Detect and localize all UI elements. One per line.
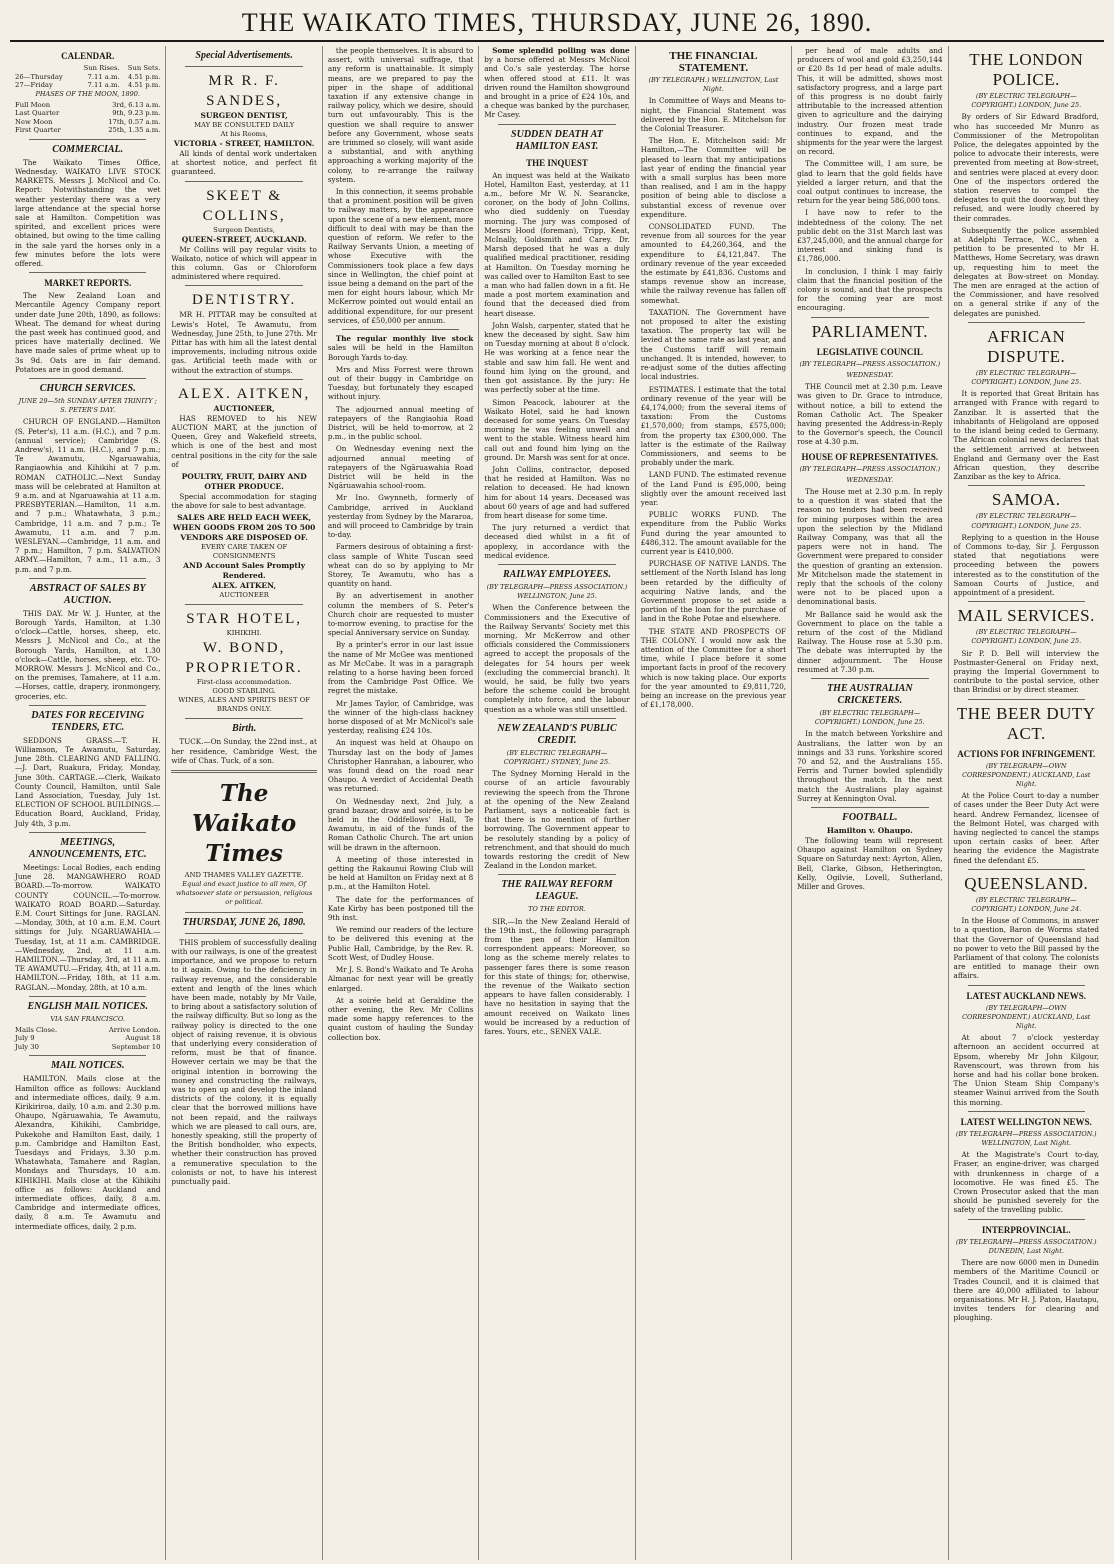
newspaper-logo: The Waikato Times (191, 780, 297, 868)
every-care: EVERY CARE TAKEN OF CONSIGNMENTS (201, 543, 288, 561)
london-police-text: Subsequently the police assembled at Adelphi Terrace, W.C., when a petition to be presented to Mr H. Matthews, Home Secretary, was drawn up, requesting him to meet the delegates at Bow-street on Monday. The men are enraged at the action of the Commissioner, and have resolved on a general strike if any of the delegates are punished. (953, 225, 1099, 318)
mail-heading: MAIL NOTICES. (50, 1060, 125, 1072)
latest-auckland-sub: (BY TELEGRAPH—OWN CORRESPONDENT.) AUCKLAND, Last Night. (962, 1003, 1091, 1031)
interprovincial-sub: (BY TELEGRAPH—PRESS ASSOCIATION.) DUNEDIN, Last Night. (955, 1237, 1097, 1255)
inquest-text: Simon Peacock, labourer at the Waikato Hotel, said he had known deceased for some years. On Tuesday morning he was feeling unwell and went to the stable. Witness heard him call out and found him lying on the ground. Dr. Marsh was sent for at once. (484, 397, 630, 462)
latest-wellington-text: At the Magistrate's Court to-day, Fraser, an engine-driver, was charged with drunkenness in charge of a locomotive. He was fined £5. The Crown Prosecutor asked that the man should be punished severely for the safety of the travelling public. (953, 1150, 1099, 1215)
interprovincial-heading: INTERPROVINCIAL. (981, 1224, 1071, 1235)
aitken-name: ALEX. AITKEN, (178, 385, 311, 402)
divider (171, 770, 316, 773)
divider (29, 1055, 146, 1056)
sandes-line: At his Rooms, (220, 130, 268, 138)
house-text: Mr Ballance said he would ask the Government to place on the table a return of the cost of the Midland Railway. The House rose at 5.30 p.m. The debate was interrupted by the dinner adjournment. The House resumed at 7.30 p.m. (797, 609, 943, 674)
financial-text: TAXATION. The Government have not proposed to alter the existing taxation. The property tax will be levied at the same rate as last year, and the Customs tariff will remain unchanged. It is intended, however, to re-adjust some of the duties affecting local industries. (640, 307, 787, 382)
divider (185, 285, 302, 286)
queensland-heading: QUEENSLAND. (964, 873, 1089, 893)
moon-heading: PHASES OF THE MOON, 1890. (35, 89, 140, 98)
financial-text: PURCHASE OF NATIVE LANDS. The settlement of the North Island has long been retarded by the difficulty of acquiring Native lands, and the Government propose to set aside a portion of the loan for the purchase of land in the Rohe Potae and elsewhere. (640, 559, 787, 624)
house-sub: (BY TELEGRAPH—PRESS ASSOCIATION.) (799, 464, 941, 473)
samoa-text: Replying to a question in the House of Commons to-day, Sir J. Fergusson stated that negotiations were proceeding between the powers interested as to the constitution of the Samoan Courts of Justice, and appointment of a president. (953, 532, 1099, 597)
financial-continued: I have now to refer to the indebtedness of the colony. The net public debt on the 31st March last was £37,245,000, and the annual charge for interest and sinking fund is £1,786,000. (797, 208, 943, 264)
church-sub: JUNE 29—5th SUNDAY AFTER TRINITY ; S. PETER'S DAY. (18, 396, 157, 415)
divider (811, 678, 928, 679)
skeet-address: QUEEN-STREET, AUCKLAND. (181, 234, 307, 244)
latest-auckland-text: At about 7 o'clock yesterday afternoon an accident occurred at Epsom, whereby Mr John Kilgour, Ravenscourt, was thrown from his horse and had his collar bone broken. The Union Steam Ship Company's steamer Wainui arrived from the South this morning. (953, 1033, 1099, 1107)
local-note: Mrs and Miss Forrest were thrown out of their buggy in Cambridge on Tuesday, but fortunately they escaped without injury. (327, 364, 474, 402)
skeet-name: SKEET & COLLINS, (202, 187, 286, 224)
table-row: July 30 September 10 (15, 1042, 161, 1051)
bond-accommodation: First-class accommodation. (196, 678, 292, 687)
sandes-body: All kinds of dental work undertaken at shortest notice, and perfect fit guaranteed. (171, 149, 317, 177)
skeet-title: Surgeon Dentists, (213, 225, 276, 234)
sandes-name: MR R. F. SANDES, (206, 73, 283, 109)
local-note: The date for the performances of Kate Kirby has been postponed till the 9th inst. (327, 894, 474, 923)
aitken-note: Special accommodation for staging the above for sale to best advantage. (171, 492, 317, 511)
sandes-line: MAY BE CONSULTED DAILY (194, 121, 295, 129)
inquest-text: John Collins, contractor, deposed that he resided at Hamilton. Was no relation to deceased. He had known him for about 14 years. Deceased was about 60 years of age and had suffered from heart disease for some time. (484, 464, 630, 520)
divider (968, 601, 1085, 602)
divider (185, 66, 302, 67)
market-heading: MARKET REPORTS. (44, 278, 132, 289)
dateline: THURSDAY, JUNE 26, 1890. (182, 916, 306, 928)
beer-duty-text: At the Police Court to-day a number of cases under the Beer Duty Act were heard. Andrew Fernandez, licensee of the Belmont Hotel, was charged with having neglected to cancel the stamps upon certain casks of beer. After hearing the evidence the Magistrate fined the defendant £5. (953, 791, 1099, 865)
football-text: The following team will represent Ohaupo against Hamilton on Sydney Square on Saturday next: Ayrton, Allen, Bell, Clarke, Gibson, Hetherington, Kelly, Ogilvie, Lovell, Sutherland, Miller and Groves. (797, 836, 943, 892)
divider (29, 705, 146, 706)
table-row: 27—Friday 7.11 a.m. 4.51 p.m. (15, 81, 161, 89)
sandes-address: VICTORIA - STREET, HAMILTON. (173, 139, 315, 148)
divider (968, 1219, 1085, 1220)
house-text: The House met at 2.30 p.m. In reply to a question it was stated that the reason no tenders had been received for mining purposes within the area upon the selection by the Midland Railway Company, was that all the papers were not in hand. The Government were prepared to consider the question of granting an extension. Mr Mitchelson made the statement in reply that the schools of the colony were not to be placed upon a denominational basis. (797, 486, 943, 607)
divider (185, 379, 302, 380)
reform-league-text: SIR,—In the New Zealand Herald of the 19th inst., the following paragraph from the pen of their Hamilton correspondent appears: Moreover, so long as the scheme merely relates to passenger fares there is some reason for this state of things; for, otherwise, the revenue of the Waikato section appears to have fallen considerably. I have no hesitation in saying that the amount received on Waikato lines would be increased by a reduction of fares. Yours, etc., SENEX VALE. (484, 916, 630, 1037)
local-note: Farmers desirous of obtaining a first-class sample of White Tuscan seed wheat can do so by applying to Mr Storey, Te Awamutu, who has a quantity on hand. (327, 542, 474, 589)
local-note: Mr Ino. Gwynneth, formerly of Cambridge, arrived in Auckland yesterday from Sydney by the Mararoa, and will proceed to Cambridge by train to-day. (327, 493, 474, 540)
financial-intro: In Committee of Ways and Means to-night, the Financial Statement was delivered by the Hon. E. Mitchelson for the Colonial Treasurer. (640, 96, 787, 134)
column-5 (636, 46, 792, 1560)
market-text: The New Zealand Loan and Mercantile Agency Company report under date June 20th, 1890, as follows: Wheat. The demand for wheat during the past week has continued good, and prices have materially declined. We have made sales of prime wheat up to 3s 9d. Oats are in fair demand. Potatoes are in good demand. (15, 291, 161, 374)
public-credit-sub: (BY ELECTRIC TELEGRAPH—COPYRIGHT.) SYDNEY, June 25. (503, 748, 611, 766)
council-day: WEDNESDAY. (846, 370, 894, 379)
local-note: By a printer's error in our last issue the name of Mr McGee was mentioned as Mr McCabe. It was in a paragraph relating to a horse having been forced from the Cambridge Post Office. We regret the mistake. (327, 640, 474, 696)
reform-league-sub: TO THE EDITOR. (528, 905, 586, 914)
financial-text: LAND FUND. The estimated revenue of the Land Fund is £95,000, being slightly over the amount received last year. (640, 470, 787, 507)
motto: Equal and exact justice to all men, Of whatsoever state or persuasion, religious or political. (175, 880, 313, 907)
bond-wines: WINES, ALES AND SPIRITS BEST OF BRANDS ONLY. (178, 696, 310, 714)
divider (498, 718, 615, 719)
african-dispute-text: It is reported that Great Britain has arranged with France with regard to Zanzibar. It is asserted that the inhabitants of Heligoland are opposed to the island being ceded to Germany. The African colonial news declares that the settlement arrived at between England and Germany over the East African question, they describe Zanzibar as the key to Africa. (953, 389, 1099, 482)
london-police-sub: (BY ELECTRIC TELEGRAPH—COPYRIGHT.) LONDON, June 25. (971, 92, 1082, 110)
local-note: We remind our readers of the lecture to be delivered this evening at the Public Hall, Cambridge, by the Rev. R. Scott West, of Dudley House. (327, 925, 474, 962)
aitken-sign: ALEX. AITKEN, (212, 581, 277, 591)
cricketers-heading: THE AUSTRALIAN CRICKETERS. (827, 682, 913, 706)
column-6 (792, 46, 948, 1560)
beer-duty-subheading: ACTIONS FOR INFRINGEMENT. (957, 748, 1096, 759)
financial-continued: In conclusion, I think I may fairly claim that the financial position of the colony is sound, and that the prospects for the coming year are most encouraging. (797, 266, 943, 313)
masthead: THE WAIKATO TIMES, THURSDAY, JUNE 26, 1890. (10, 6, 1104, 42)
football-match: Hamilton v. Ohaupo. (826, 826, 913, 836)
bond-name: W. BOND, PROPRIETOR. (185, 640, 303, 677)
divider (29, 832, 146, 833)
skeet-body: Mr Collins will pay regular visits to Waikato, notice of which will appear in this column. Gas or Chloroform administered where required. (171, 244, 317, 282)
beer-duty-sub: (BY TELEGRAPH—OWN CORRESPONDENT.) AUCKLAND, Last Night. (962, 761, 1091, 788)
commercial-heading: COMMERCIAL. (52, 143, 124, 155)
church-text: CHURCH OF ENGLAND.—Hamilton (S. Peter's), 11 a.m. (H.C.), and 7 p.m. (annual service); Cambridge (S. Andrew's), 11 a.m. (H.C.), and 7 p.m.; Te Awamutu, Ngaruawahia, Rangiaowhia and Kihikihi at 7 p.m. ROMAN CATHOLIC.—Next Sunday mass will be celebrated at Hamilton at 9 a.m. and at Ngaruawahia at 11 a.m. PRESBYTERIAN.—Hamilton, 11 a.m. and 7 p.m.; Whatawhata, 3 p.m.; Cambridge, 11 a.m. and 7 p.m.; Te Awamutu, 11 a.m. and 7 p.m. WESLEYAN.—Cambridge, 11 a.m. and 7 p.m.; Hamilton, 7 p.m. SALVATION ARMY.—Hamilton, 7 a.m., 11 a.m., 3 p.m. and 7 p.m. (15, 417, 161, 574)
council-sub: (BY TELEGRAPH—PRESS ASSOCIATION.) (799, 359, 941, 368)
divider (29, 378, 146, 379)
divider (29, 996, 146, 997)
english-mail-table: Mails Close. Arrive London. July 9 August 18 July 30 September 10 (15, 1025, 161, 1051)
divider (811, 317, 928, 318)
local-note: The adjourned annual meeting of ratepayers of the Rangiaohia Road District, will be held to-morrow, at 2 p.m., in the public school. (327, 404, 474, 442)
london-police-text: By orders of Sir Edward Bradford, who has succeeded Mr Munro as Commissioner of the Metropolitan Police, the delegates appointed by the police to advocate their interests, were prevented from meeting at Bow-street, and sentries were placed at every door. One of the inspectors ordered the station reserves to compel the delegates to quit the doorway, but they refused, and were loudly cheered by their comrades. (953, 112, 1099, 223)
table-row: July 9 August 18 (15, 1034, 161, 1043)
financial-continued: The Committee will, I am sure, be glad to learn that the gold fields have yielded a larger return, and that the coal output continues to increase, the return for the year being 586,000 tons. (797, 159, 943, 206)
table-row: New Moon 17th, 0.57 a.m. (15, 117, 161, 126)
queensland-text: In the House of Commons, in answer to a question, Baron de Worms stated that the Governor of Queensland had no power to veto the Bill passed by the Parliament of that colony. The colonists are entitled to manage their own affairs. (953, 916, 1099, 981)
aitken-body: HAS REMOVED to his NEW AUCTION MART, at the junction of Queen, Grey and Wakefield streets, which is one of the best and most central positions in the city for the sale of (171, 413, 317, 469)
column-7 (949, 46, 1104, 1560)
aitken-items: POULTRY, FRUIT, DAIRY AND OTHER PRODUCE. (181, 472, 307, 492)
divider (968, 485, 1085, 486)
african-dispute-sub: (BY ELECTRIC TELEGRAPH—COPYRIGHT.) LONDON, June 25. (971, 368, 1082, 387)
editorial-continued: the people themselves. It is absurd to assert, with universal suffrage, that any reform is unattainable. It simply means, are we prepared to pay the piper in the shape of additional taxation if any extensive change in railway policy, which we desire, should turn out unfavourably. This is the question we shall require to answer before any Government, whose seats are trimmed so closely, will want aside a substantial, and with anything approaching a working majority of the colony, to re-arrange the railway system. (327, 46, 474, 184)
tenders-heading: DATES FOR RECEIVING TENDERS, ETC. (31, 709, 145, 733)
divider (968, 869, 1085, 870)
council-heading: LEGISLATIVE COUNCIL (816, 346, 923, 357)
african-dispute-heading: AFRICAN DISPUTE. (987, 326, 1066, 366)
divider (29, 272, 146, 273)
beer-duty-heading: THE BEER DUTY ACT. (956, 703, 1096, 743)
dentistry-heading: DENTISTRY. (191, 292, 297, 309)
logo-subtitle: AND THAMES VALLEY GAZETTE. (184, 871, 304, 880)
financial-continued: per head of male adults and producers of wool and gold £3,250,144 or £20 8s 1d per head of male adults. This, it will be admitted, shows most satisfactory progress, and a large part of this progress is no doubt fairly attributable to the increased attention given to agriculture and the dairying industry. Our frozen meat trade continues to expand, and the shipments for the year were the largest on record. (797, 46, 943, 157)
divider (185, 604, 302, 605)
cricketers-text: In the match between Yorkshire and Australians, the latter won by an innings and 33 runs. Yorkshire scored 70 and 52, and the Australians 155. Ferris and Turner bowled splendidly throughout the match. In the next match the Australians play against Surrey at Kennington Oval. (797, 729, 943, 803)
column-4 (479, 46, 635, 1560)
local-note: A meeting of those interested in getting the Rakaunui Rowing Club will be held at Hamilton on Friday next at 8 p.m., at the Hamilton Hotel. (327, 854, 474, 892)
inquest-heading: THE INQUEST (526, 157, 588, 168)
column-3 (323, 46, 479, 1560)
samoa-sub: (BY ELECTRIC TELEGRAPH—COPYRIGHT.) LONDON, June 25. (971, 512, 1082, 530)
divider (498, 124, 615, 125)
council-text: THE Council met at 2.30 p.m. Leave was given to Dr. Grace to introduce, without notice, a bill to extend the Roman Catholic Act. The Speaker having presented the Address-in-Reply to the Governor's speech, the Council rose at 4.30 p.m. (797, 382, 943, 447)
financial-statement-heading: THE FINANCIAL STATEMENT. (669, 50, 758, 74)
mail-services-heading: MAIL SERVICES. (957, 606, 1095, 626)
editorial-text: THIS problem of successfully dealing with our railways, is one of the greatest importance, and we propose to return to it again. Owing to the deficiency in railway revenue, and the considerable extent and length of the lines which have been made, notably by Mr Vaile, to bring about a satisfactory solution of the railway difficulty. But so long as the railway policy is directed to the one object of raising revenue, it is obvious that underlying every consideration of reform, must be that of finance. However certain we may be that the original intention in borrowing the money and constructing the railways, was to open up and develop the inland districts of the colony, it is equally clear that the borrowed millions have not been repaid, and the railways which we are pleased to call ours, are, honestly speaking, still the property of the British bondholder, who expects, whether their construction has proved a remunerative speculation to the colonists or not, to have his interest punctually paid. (171, 937, 317, 1186)
sandes-title: SURGEON DENTIST, (200, 111, 288, 120)
reform-league-heading: THE RAILWAY REFORM LEAGUE. (501, 879, 613, 903)
divider (342, 329, 459, 330)
moon-table (15, 101, 160, 135)
divider (811, 807, 928, 808)
english-mail-sub: VIA SAN FRANCISCO. (50, 1014, 126, 1023)
birth-heading: Birth. (232, 723, 257, 735)
english-mail-heading: ENGLISH MAIL NOTICES. (27, 1000, 148, 1012)
local-note: Mr J. S. Bond's Waikato and Te Aroha Almanac for next year will be greatly enlarged. (327, 965, 474, 993)
divider (185, 933, 302, 934)
cricketers-sub: (BY ELECTRIC TELEGRAPH—COPYRIGHT.) LONDON, June 25. (814, 708, 925, 727)
local-note: At a soirée held at Geraldine the other evening, the Rev. Mr Collins made some happy references to the quaint custom of hauling the Sunday collection box. (327, 995, 474, 1042)
house-heading: HOUSE OF REPRESENTATIVES. (801, 451, 939, 462)
latest-auckland-heading: LATEST AUCKLAND NEWS. (966, 990, 1086, 1001)
local-lead: The regular monthly live stock (335, 334, 474, 344)
sudden-death-heading: SUDDEN DEATH AT HAMILTON EAST. (511, 128, 603, 152)
commercial-text: The Waikato Times Office, Wednesday. WAIKATO LIVE STOCK MARKETS. Messrs J. McNicol and Co. Report: Notwithstanding the wet weather yesterday there was a very large attendance at the special horse sale at Hamilton. Competition was spirited, and excellent prices were obtained, but owing to the time calling in the sale yard the horses only in a few minutes before the lots were offered. (15, 157, 161, 268)
financial-statement-sub: (BY TELEGRAPH.) WELLINGTON, Last Night. (648, 76, 779, 94)
local-note: By an advertisement in another column the members of S. Peter's Church choir are requested to muster to-morrow evening, to practise for the special Anniversary service on Sunday. (327, 591, 474, 638)
table-row: Full Moon 3rd, 6.13 a.m. (15, 100, 161, 109)
mail-services-text: Sir P. D. Bell will interview the Postmaster-General on Friday next, praying the Imperial Government to contribute to the postal service, other than Brindisi or by direct steamer. (953, 648, 1099, 695)
inquest-text: An inquest was held at the Waikato Hotel, Hamilton East, yesterday, at 11 a.m., before Mr W. N. Searancke, coroner, on the body of John Collins, who died suddenly on Tuesday morning. The jury was composed of Messrs Hood (foreman), Tripp, Keat, McInally, Goldsmith and Carey. Dr. Marsh deposed that he was a duly qualified medical practitioner, residing at Hamilton. On Tuesday morning he was called over to Hamilton East to see a man who had fallen down in a fit. He made a post mortem examination and found that the deceased died from heart disease. (484, 170, 630, 318)
divider (968, 1111, 1085, 1112)
divider (498, 564, 615, 565)
sales-held: SALES ARE HELD EACH WEEK, WHEN GOODS FROM 20S TO 500 VENDORS ARE DISPOSED OF. (172, 513, 316, 543)
inquest-verdict: The jury returned a verdict that deceased died whilst in a fit of apoplexy, in accordance with the medical evidence. (484, 523, 630, 560)
calendar-col-set: Sun Sets. (127, 64, 161, 72)
table-row: Last Quarter 9th, 9.23 p.m. (15, 109, 161, 118)
bond-stabling: GOOD STABLING. (212, 687, 276, 696)
aitken-sign-title: AUCTIONEER (219, 591, 269, 600)
divider (29, 578, 146, 579)
columns (10, 46, 1104, 1560)
polling-text: by a horse offered at Messrs McNicol and Co.'s sale yesterday. The horse when offered stood at £11. It was driven round the Hamilton showground and brought in a price of £24 10s, and a cheque was banked by the purchaser, Mr Casey. (484, 55, 630, 120)
financial-text: ESTIMATES. I estimate that the total ordinary revenue of the year will be £4,174,000; from the several items of taxation: From the Customs £1,570,000; from stamps, £575,000; from the property tax £300,000. The latter is the estimate of the Railway Commissioners, and seems to be probably under the mark. (640, 384, 787, 468)
aitken-title: AUCTIONEER, (213, 403, 275, 413)
sales-heading: ABSTRACT OF SALES BY AUCTION. (29, 582, 146, 606)
public-credit-text: The Sydney Morning Herald in the course of an article favourably reviewing the speech from the Throne at the opening of the New Zealand Parliament, says a noticeable fact is that there is no mention of further borrowing. The Government appear to be resolutely standing by a policy of retrenchment, and that should do much towards restoring the credit of New Zealand in the London market. (484, 769, 630, 871)
divider (185, 181, 302, 182)
tenders-text: SEDDONS GRASS.—T. H. Williamson, Te Awamutu, Saturday, June 28th. CLEARING AND FALLING.—J. Dart, Ruakura, Friday, Monday, June 30th. CARTAGE.—Clerk, Waikato County Council, Hamilton, until Sale Land Association, Tuesday, July 1st. ELECTION OF SCHOOL BUILDINGS.—Education Board, Auckland, Friday, July 4th, 3 p.m. (15, 735, 161, 828)
column-1 (10, 46, 166, 1560)
railway-employees-sub: (BY TELEGRAPH—PRESS ASSOCIATION.) WELLINGTON, June 25. (486, 582, 628, 601)
divider (968, 985, 1085, 986)
parliament-heading: PARLIAMENT. (811, 321, 929, 341)
inquest-text: John Walsh, carpenter, stated that he knew the deceased by sight. Saw him on Tuesday morning at about 8 o'clock. He was working at a fence near the stable and saw him fall. He went and found him lying on the ground, and then got assistance. By the jury: He was perfectly sober at the time. (484, 320, 630, 395)
railway-employees-heading: RAILWAY EMPLOYEES. (502, 568, 611, 580)
column-2 (166, 46, 322, 1560)
divider (29, 139, 146, 140)
football-heading: FOOTBALL. (842, 812, 898, 824)
interprovincial-text: There are now 6000 men in Dunedin members of the Maritime Council or Trades Council, and it is claimed that there are 40,000 affiliated to labour organisations. Mr H. J. Paton, Hautapu, invites tenders for clearing and ploughing. (953, 1258, 1099, 1323)
meetings-heading: MEETINGS, ANNOUNCEMENTS, ETC. (28, 836, 147, 860)
london-police-heading: THE LONDON POLICE. (969, 50, 1084, 89)
mail-text: HAMILTON. Mails close at the Hamilton office as follows: Auckland and intermediate offices, daily, 9 a.m. Kirikiriroa, daily, 10 a.m. and 2.30 p.m. Ohaupo, Ngāruawahia, Te Awamutu, Alexandra, Kihikihi, Cambridge, Pukekohe and Hamilton East, daily, 1 p.m. Cambridge and Hamilton East, Tuesdays and Fridays, 3.30 p.m. Whatawhata, Tamahere and Raglan, Mondays and Thursdays, 10 a.m. KIHIKIHI. Mails close at the Kihikihi office as follows: Auckland and intermediate offices, daily, 8 a.m. Cambridge and intermediate offices, daily, 8 a.m. Te Awamutu and intermediate offices, daily, 2 p.m. (15, 1074, 161, 1231)
local-note: sales will be held in the Hamilton Borough Yards to-day. (327, 343, 474, 362)
account-sales: AND Account Sales Promptly Rendered. (183, 561, 306, 581)
divider (968, 699, 1085, 700)
local-note: Mr James Taylor, of Cambridge, was the winner of the high-class hackney horse disposed of at Mr McNicol's sale yesterday, realising £24 10s. (327, 698, 474, 736)
latest-wellington-heading: LATEST WELLINGTON NEWS. (960, 1116, 1092, 1127)
financial-text: PUBLIC WORKS FUND. The expenditure from the Public Works Fund during the year amounted to £486,312. The amount available for the current year is £410,000. (640, 510, 787, 556)
star-hotel-name: STAR HOTEL, (186, 611, 303, 628)
divider (185, 718, 302, 719)
public-credit-heading: NEW ZEALAND'S PUBLIC CREDIT. (497, 722, 617, 746)
special-ads-heading: Special Advertisements. (195, 50, 293, 61)
church-heading: CHURCH SERVICES. (39, 382, 136, 394)
financial-text: THE STATE AND PROSPECTS OF THE COLONY. I would now ask the attention of the Committee for a short time, while I place before it some important facts in proof of the recovery which is now taking place. Our exports for the year amounted to £9,811,720, being an increase on the previous year of £1,178,000. (640, 626, 787, 710)
local-note: An inquest was held at Ohaupo on Thursday last on the body of James Christopher Hanrahan, a labourer, who was found dead on the road near Ohaupo. A verdict of Accidental Death was returned. (327, 738, 474, 794)
financial-text: CONSOLIDATED FUND. The revenue from all sources for the year amounted to £4,260,364, and the expenditure to £4,121,847. The ordinary revenue of the year exceeded the estimate by £41,836. Customs and stamps revenue show an increase, while the railway revenue has fallen off somewhat. (640, 222, 787, 305)
meetings-text: Meetings: Local Bodies, each ending June 28. MANGAWHERO ROAD BOARD.—To-morrow. WAIKATO COUNTY COUNCIL.—To-morrow. WAIKATO ROAD BOARD.—Saturday. E.M. Court Sittings for June. RAGLAN.—Monday, 30th, at 10 a.m. E.M. Court sittings for July. NGARUAWAHIA.—Tuesday, 1st, at 11 a.m. CAMBRIDGE.—Wednesday, 2nd, at 11 a.m. HAMILTON.—Thursday, 3rd, at 11 a.m. TE AWAMUTU.—Friday, 4th, at 11 a.m. HAMILTON.—Friday, 18th, at 11 a.m. RAGLAN.—Monday, 28th, at 10 a.m. (15, 862, 161, 992)
samoa-heading: SAMOA. (991, 490, 1061, 510)
divider (968, 322, 1085, 323)
dentistry-body: MR H. PITTAR may be consulted at Lewis's Hotel, Te Awamutu, from Wednesday, June 25th, to June 27th. Mr Pittar has with him all the latest dental improvements, including nitrous oxide gas. Artificial teeth made with or without the extraction of stumps. (171, 310, 317, 375)
calendar-table (15, 64, 160, 90)
table-row: First Quarter 25th, 1.35 a.m. (15, 126, 161, 135)
calendar-heading: CALENDAR. (61, 51, 115, 61)
sales-text: THIS DAY. Mr W. J. Hunter, at the Borough Yards, Hamilton, at 1.30 o'clock—Cattle, horses, sheep, etc. Messrs J. McNicol and Co., at the Borough Yards, Hamilton, at 1.30 o'clock—Cattle, horses, sheep, etc. TO-MORROW. Messrs J. McNicol and Co., on the premises, Tamahere, at 11 a.m.—Horses, cattle, drapery, ironmongery, groceries, etc. (15, 608, 161, 701)
local-note: On Wednesday evening next the adjourned annual meeting of ratepayers of the Ngāruawahia Road District will be held in the Ngāruawahia school-room. (327, 444, 474, 491)
table-row: 26—Thursday 7.11 a.m. 4.51 p.m. (15, 72, 161, 81)
editorial-reform: In this connection, it seems probable that a prominent position will be given to railway matters, by the appearance upon the scene of a new element, more difficult to deal with may be than the question of reform. We refer to the Railway Servants Union, a meeting of whose Executive with the Commissioners took place a few days since in Wellington, the chief point at issue being a demand on the part of the men for eight hours labour, which Mr McKerrow pointed out would entail an additional expenditure, for our present services, of £50,000 per annum. (327, 187, 474, 325)
mail-services-sub: (BY ELECTRIC TELEGRAPH—COPYRIGHT.) LONDON, June 25. (971, 628, 1082, 646)
financial-text: The Hon. E. Mitchelson said: Mr Hamilton,—The Committee will be pleased to learn that my anticipations last year of ending the financial year with a small surplus has been more than realised, and I am in the happy position of being able to disclose a substantial excess of revenue over expenditure. (640, 136, 787, 219)
railway-employees-text: When the Conference between the Commissioners and the Executive of the Railway Servants' Society met this morning, Mr McKerrow and other officials considered the Commissioners agreed to accept the proposals of the delegates for 54 hours per week (excluding the commercial branch). It would, he said, be fully two years before the scheme could be brought completely into force, and the labour question as a whole was still unsettled. (484, 603, 630, 714)
divider (185, 912, 302, 913)
star-hotel-place: KIHIKIHI. (226, 629, 262, 638)
calendar-col-rise: Sun Rises. (83, 64, 120, 72)
latest-wellington-sub: (BY TELEGRAPH—PRESS ASSOCIATION.) WELLINGTON, Last Night. (955, 1129, 1097, 1148)
birth-text: TUCK.—On Sunday, the 22nd inst., at her residence, Cambridge West, the wife of Chas. Tuck, of a son. (171, 737, 317, 765)
queensland-sub: (BY ELECTRIC TELEGRAPH—COPYRIGHT.) LONDON, June 24. (971, 895, 1082, 913)
polling-lead: Some splendid polling was done (492, 46, 630, 55)
divider (498, 874, 615, 875)
local-note: On Wednesday next, 2nd July, a grand bazaar, draw and soirée, is to be held in the Oddfellows' Hall, Te Awamutu, in aid of the funds of the Roman Catholic Church. The art union will be drawn in the afternoon. (327, 796, 474, 852)
house-day: WEDNESDAY. (846, 475, 894, 484)
